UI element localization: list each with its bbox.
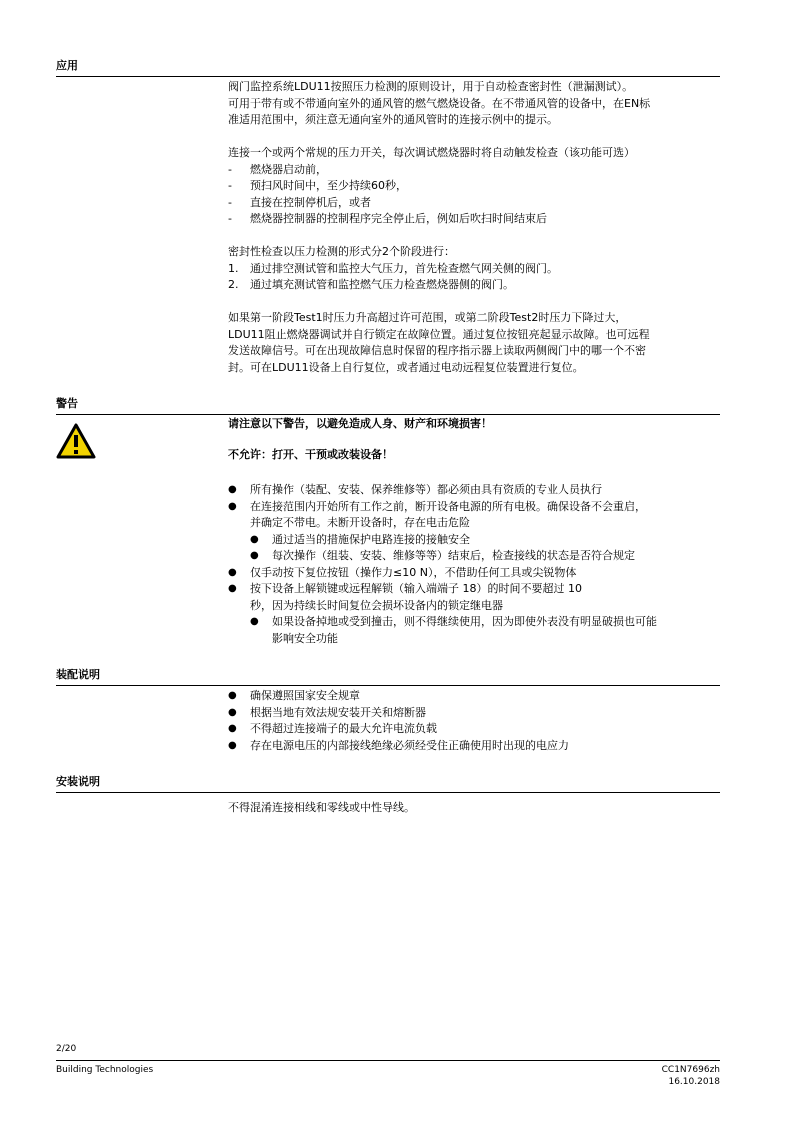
list-item: 1. 通过排空测试管和监控大气压力，首先检查燃气网关侧的阀门。 — [228, 261, 558, 275]
list-item: - 直接在控制停机后，或者 — [228, 195, 371, 209]
list-item: ● 仅手动按下复位按钮（操作力≤10 N），不借助任何工具或尖锐物体 — [228, 565, 577, 579]
installation-body — [228, 800, 720, 817]
section-rule-warning — [56, 414, 720, 415]
warning-line1: 请注意以下警告，以避免造成人身、财产和环境损害！ — [228, 417, 492, 430]
page-number: 2/20 — [56, 1044, 77, 1054]
list-item: - 燃烧器启动前， — [228, 162, 327, 176]
list-item: ● 每次操作（组装、安装、维修等等）结束后，检查接线的状态是否符合规定 — [250, 549, 635, 562]
footer-date: 16.10.2018 — [668, 1077, 720, 1087]
section-rule-assembly — [56, 685, 720, 686]
warning-line2: 不允许：打开、干预或改装设备！ — [228, 447, 393, 461]
list-item: ● 确保遵照国家安全规章 — [228, 689, 360, 702]
application-p4-line2: LDU11阻止燃烧器调试并自行锁定在故障位置。通过复位按钮亮起显示故障。也可远程 — [228, 327, 650, 341]
application-p1-line2: 可用于带有或不带通向室外的通风管的燃气燃烧设备。在不带通风管的设备中，在EN标 — [228, 96, 651, 110]
list-item: ● 不得超过连接端子的最大允许电流负载 — [228, 722, 437, 735]
list-item: ● 如果设备掉地或受到撞击，则不得继续使用，因为即使外表没有明显破损也可能 影响安全功能 — [250, 615, 657, 645]
footer-rule — [56, 1060, 720, 1061]
list-item: ● 根据当地有效法规安装开关和熔断器 — [228, 705, 426, 719]
footer-doc-id: CC1N7696zh — [661, 1065, 720, 1075]
footer-company: Building Technologies — [56, 1065, 154, 1075]
assembly-body — [228, 688, 720, 754]
section-title-assembly: 装配说明 — [56, 668, 100, 681]
application-p2-intro: 连接一个或两个常规的压力开关，每次调试燃烧器时将自动触发检查（该功能可选） — [228, 146, 635, 159]
section-rule-application — [56, 76, 720, 77]
list-item: - 预扫风时间中，至少持续60秒， — [228, 179, 407, 192]
installation-text: 不得混淆连接相线和零线或中性导线。 — [228, 801, 415, 814]
application-p1-line3: 准适用范围中，须注意无通向室外的通风管时的连接示例中的提示。 — [228, 113, 558, 126]
section-rule-installation — [56, 792, 720, 793]
section-title-application: 应用 — [56, 59, 78, 72]
application-p1-line1: 阀门监控系统LDU11按照压力检测的原则设计，用于自动检查密封性（泄漏测试）。 — [228, 80, 634, 93]
section-title-installation: 安装说明 — [56, 775, 100, 788]
application-p4-line4: 封。可在LDU11设备上自行复位，或者通过电动远程复位装置进行复位。 — [228, 360, 584, 374]
application-p3-intro: 密封性检查以压力检测的形式分2个阶段进行： — [228, 245, 455, 258]
list-item: - 燃烧器控制器的控制程序完全停止后，例如后吹扫时间结束后 — [228, 212, 547, 225]
list-item: 2. 通过填充测试管和监控燃气压力检查燃烧器侧的阀门。 — [228, 278, 514, 291]
application-p4-line1: 如果第一阶段Test1时压力升高超过许可范围，或第二阶段Test2时压力下降过大， — [228, 311, 627, 324]
warning-body — [228, 416, 720, 647]
list-item: ● 在连接范围内开始所有工作之前，断开设备电源的所有电极。确保设备不会重启， 并确定不带电。未断开设备时，存在电击危险 — [228, 499, 646, 529]
application-p4-line3: 发送故障信号。可在出现故障信息时保留的程序指示器上读取两侧阀门中的哪一个不密 — [228, 344, 646, 357]
list-item: ● 所有操作（装配、安装、保养维修等）都必须由具有资质的专业人员执行 — [228, 483, 602, 496]
list-item: ● 存在电源电压的内部接线绝缘必须经受住正确使用时出现的电应力 — [228, 738, 569, 752]
list-item: ● 按下设备上解锁键或远程解锁（输入端端子 18）的时间不要超过 10 秒，因为持续长时间复位会损坏设备内的锁定继电器 — [228, 582, 582, 612]
application-body — [228, 79, 720, 376]
section-title-warning: 警告 — [56, 397, 78, 410]
list-item: ● 通过适当的措施保护电路连接的接触安全 — [250, 532, 470, 546]
warning-triangle-icon — [56, 423, 96, 459]
